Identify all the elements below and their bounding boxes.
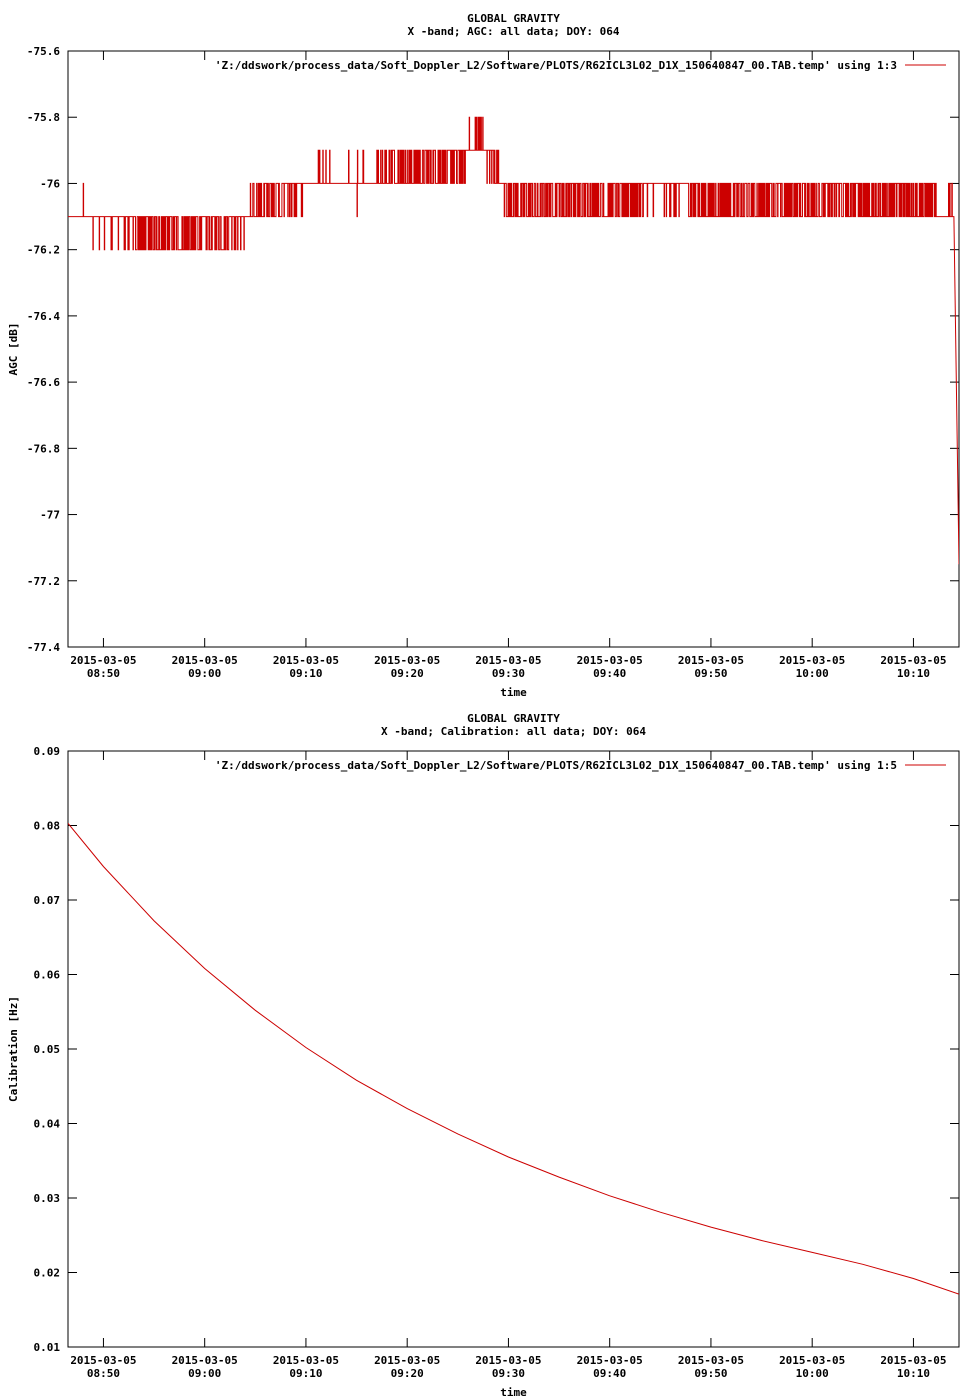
- y-tick-label: -75.8: [26, 111, 60, 125]
- x-tick-label-date: 2015-03-05: [880, 1354, 947, 1367]
- y-tick-label: -77.2: [26, 574, 60, 588]
- x-tick-label-date: 2015-03-05: [70, 654, 137, 667]
- x-tick-label-time: 10:00: [795, 667, 829, 680]
- chart-2: [7, 712, 959, 1399]
- x-tick-label-date: 2015-03-05: [374, 1354, 441, 1367]
- x-tick-label-date: 2015-03-05: [272, 1354, 340, 1367]
- x-tick-label-date: 2015-03-05: [779, 654, 846, 667]
- y-tick-label: -76: [40, 177, 60, 191]
- x-tick-label-time: 09:40: [593, 1367, 627, 1380]
- x-tick-label-date: 2015-03-05: [171, 654, 238, 667]
- y-tick-label: 0.05: [33, 1043, 60, 1056]
- x-tick-label-time: 09:30: [491, 667, 525, 680]
- x-tick-label-date: 2015-03-05: [576, 1354, 643, 1367]
- x-tick-label-time: 09:10: [289, 1367, 323, 1380]
- y-tick-label: -76.8: [26, 442, 60, 456]
- x-tick-label-time: 09:50: [694, 1367, 728, 1380]
- chart-title: GLOBAL GRAVITY: [467, 12, 560, 25]
- y-tick-label: 0.02: [33, 1266, 60, 1280]
- x-tick-label-date: 2015-03-05: [677, 654, 745, 667]
- y-tick-label: 0.01: [33, 1341, 60, 1354]
- data-series-line: [68, 117, 959, 564]
- x-tick-label-date: 2015-03-05: [475, 654, 542, 667]
- x-tick-label-time: 09:50: [694, 667, 728, 680]
- x-tick-label-date: 2015-03-05: [880, 654, 947, 667]
- x-axis-label: time: [500, 686, 527, 699]
- plot-frame: [68, 751, 959, 1347]
- chart-subtitle: X -band; Calibration: all data; DOY: 064: [381, 725, 646, 738]
- x-axis-label: time: [500, 1386, 527, 1399]
- x-tick-label-date: 2015-03-05: [779, 1354, 846, 1367]
- y-tick-label: -77.4: [26, 641, 60, 654]
- x-tick-label-time: 10:00: [795, 1367, 829, 1380]
- legend-label: 'Z:/ddswork/process_data/Soft_Doppler_L2/Software/PLOTS/R62ICL3L02_D1X_150640847_00.TAB.temp' using 1:5: [214, 759, 897, 772]
- x-tick-label-time: 09:00: [188, 667, 222, 680]
- chart-subtitle: X -band; AGC: all data; DOY: 064: [407, 25, 620, 38]
- x-tick-label-time: 09:00: [188, 1367, 222, 1380]
- x-tick-label-time: 09:30: [491, 1367, 525, 1380]
- y-tick-label: 0.04: [33, 1117, 60, 1131]
- y-axis-label: AGC [dB]: [7, 322, 20, 376]
- x-tick-label-time: 10:10: [896, 1367, 930, 1380]
- x-tick-label-date: 2015-03-05: [677, 1354, 745, 1367]
- y-tick-label: 0.09: [33, 745, 60, 758]
- y-axis-label: Calibration [Hz]: [7, 996, 20, 1102]
- x-tick-label-date: 2015-03-05: [272, 654, 340, 667]
- x-tick-label-date: 2015-03-05: [475, 1354, 542, 1367]
- x-tick-label-time: 09:10: [289, 667, 323, 680]
- chart-1: [7, 12, 959, 699]
- x-tick-label-time: 08:50: [86, 1367, 120, 1380]
- x-tick-label-time: 08:50: [86, 667, 120, 680]
- x-tick-label-date: 2015-03-05: [70, 1354, 137, 1367]
- chart-title: GLOBAL GRAVITY: [467, 712, 560, 725]
- x-tick-label-date: 2015-03-05: [374, 654, 441, 667]
- y-tick-label: -77: [40, 508, 60, 522]
- y-tick-label: 0.03: [33, 1192, 60, 1205]
- x-tick-label-date: 2015-03-05: [576, 654, 643, 667]
- y-tick-label: 0.06: [33, 968, 60, 982]
- y-tick-label: -76.6: [26, 376, 60, 390]
- x-tick-label-time: 10:10: [896, 667, 930, 680]
- x-tick-label-time: 09:20: [390, 667, 424, 680]
- plot-frame: [68, 51, 959, 647]
- x-tick-label-time: 09:40: [593, 667, 627, 680]
- x-tick-label-time: 09:20: [390, 1367, 424, 1380]
- data-series-line: [68, 823, 959, 1294]
- x-tick-label-date: 2015-03-05: [171, 1354, 238, 1367]
- y-tick-label: 0.08: [33, 819, 60, 833]
- y-tick-label: -76.2: [26, 243, 60, 257]
- legend-label: 'Z:/ddswork/process_data/Soft_Doppler_L2/Software/PLOTS/R62ICL3L02_D1X_150640847_00.TAB.temp' using 1:3: [214, 59, 897, 72]
- y-tick-label: -75.6: [26, 45, 60, 58]
- y-tick-label: 0.07: [33, 894, 60, 907]
- y-tick-label: -76.4: [26, 309, 60, 323]
